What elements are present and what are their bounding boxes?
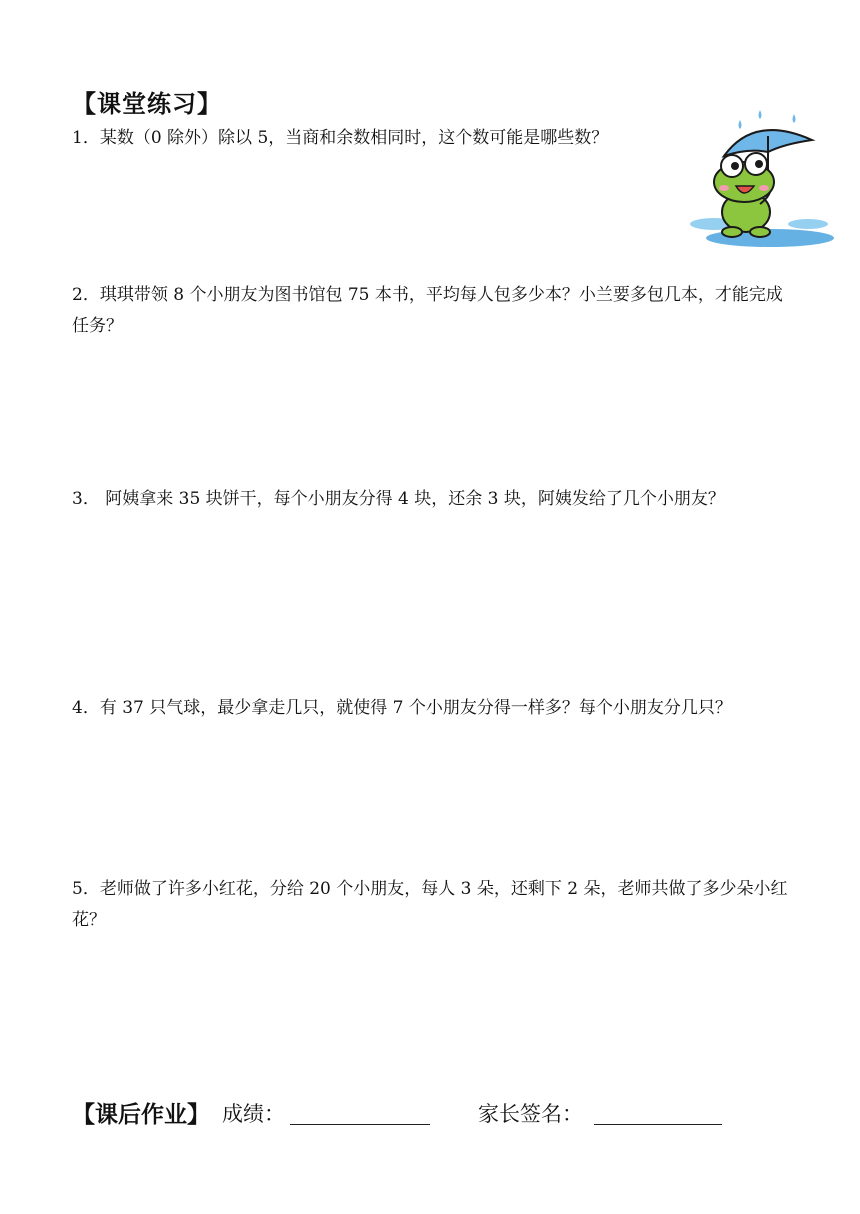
score-label: 成绩： xyxy=(222,1102,285,1126)
section-title-practice: 【课堂练习】 xyxy=(72,90,222,118)
question-3: 3． 阿姨拿来 35 块饼干，每个小朋友分得 4 块，还余 3 块，阿姨发给了几个小朋友？ xyxy=(72,489,725,509)
frog-umbrella-icon xyxy=(684,100,836,252)
score-blank-line xyxy=(290,1124,430,1125)
question-5: 5．老师做了许多小红花，分给 20 个小朋友，每人 3 朵，还剩下 2 朵，老师共做了多少朵小红花？ xyxy=(72,879,788,930)
parent-signature-blank-line xyxy=(594,1124,722,1125)
question-2: 2．琪琪带领 8 个小朋友为图书馆包 75 本书，平均每人包多少本？小兰要多包几本，才能完成任务？ xyxy=(72,285,783,336)
parent-signature-label: 家长签名： xyxy=(478,1102,583,1126)
section-title-homework: 【课后作业】 xyxy=(72,1102,210,1128)
question-1: 1．某数（0 除外）除以 5，当商和余数相同时，这个数可能是哪些数？ xyxy=(72,128,609,148)
question-4: 4．有 37 只气球，最少拿走几只，就使得 7 个小朋友分得一样多？每个小朋友分几只？ xyxy=(72,698,732,718)
homework-footer xyxy=(72,1096,792,1132)
